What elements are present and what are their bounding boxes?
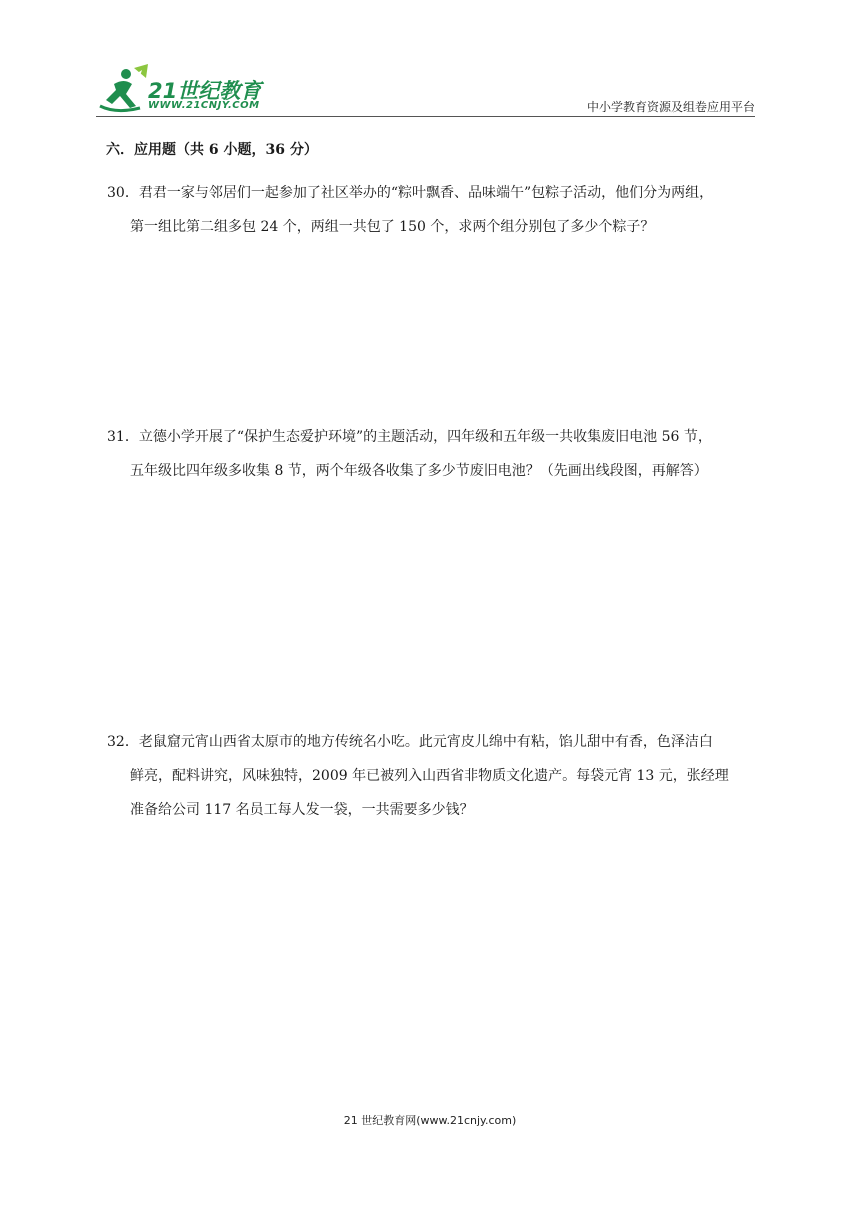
section-title: 六．应用题（共 6 小题，36 分） — [106, 142, 318, 158]
question-text: 第一组比第二组多包 24 个，两组一共包了 150 个，求两个组分别包了多少个粽子？ — [130, 219, 655, 235]
runner-logo-icon — [96, 62, 156, 118]
question-number: 30． — [107, 185, 139, 201]
question-32 — [107, 725, 755, 827]
site-logo[interactable] — [96, 62, 266, 118]
question-text: 立德小学开展了“保护生态爱护环境”的主题活动，四年级和五年级一共收集废旧电池 56 节， — [138, 429, 712, 445]
logo-wordmark: 21世纪教育 — [148, 79, 262, 103]
page-footer[interactable]: 21 世纪教育网(www.21cnjy.com) — [343, 1114, 517, 1127]
question-30 — [107, 176, 755, 244]
question-text: 鲜亮，配料讲究，风味独特，2009 年已被列入山西省非物质文化遗产。每袋元宵 13 元，张经理 — [130, 768, 729, 784]
question-number: 31． — [107, 429, 139, 445]
question-text: 君君一家与邻居们一起参加了社区举办的“粽叶飘香、品味端午”包粽子活动，他们分为两组， — [138, 185, 714, 201]
question-number: 32． — [107, 734, 139, 750]
question-31 — [107, 420, 755, 488]
logo-url: WWW.21CNJY.COM — [148, 100, 260, 111]
header-divider — [96, 116, 755, 117]
platform-name: 中小学教育资源及组卷应用平台 — [586, 100, 755, 114]
page-header — [0, 0, 860, 125]
question-text: 五年级比四年级多收集 8 节，两个年级各收集了多少节废旧电池？（先画出线段图，再解答） — [130, 463, 708, 479]
question-text: 准备给公司 117 名员工每人发一袋，一共需要多少钱？ — [130, 802, 474, 818]
question-text: 老鼠窟元宵山西省太原市的地方传统名小吃。此元宵皮儿绵中有粘，馅儿甜中有香，色泽洁白 — [138, 734, 713, 750]
